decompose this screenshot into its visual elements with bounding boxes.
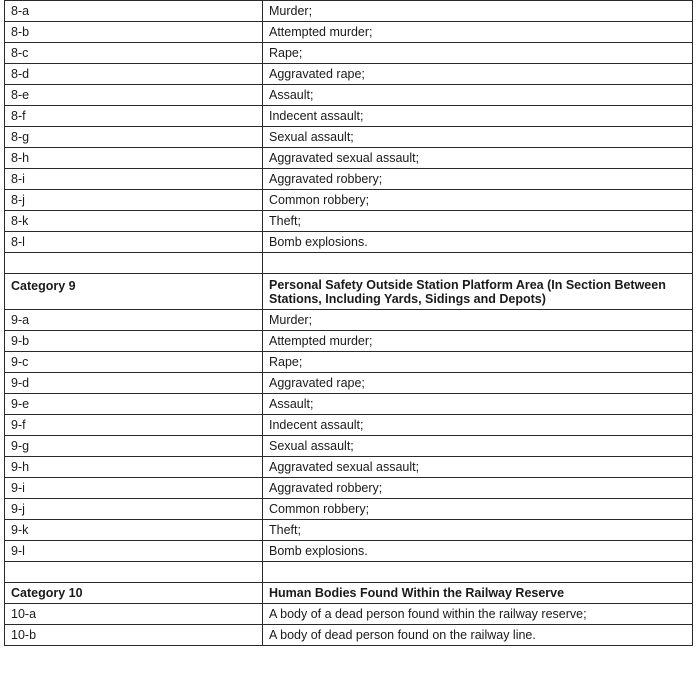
code-cell: 8-i: [5, 169, 263, 190]
category-header-row: [5, 274, 693, 310]
table-row: [5, 190, 693, 211]
empty-cell: [263, 562, 693, 583]
description-cell: Common robbery;: [263, 499, 693, 520]
table-row: [5, 604, 693, 625]
description-cell: Aggravated sexual assault;: [263, 148, 693, 169]
code-cell: 9-a: [5, 310, 263, 331]
code-cell: 8-b: [5, 22, 263, 43]
description-cell: A body of a dead person found within the railway reserve;: [263, 604, 693, 625]
description-cell: Aggravated sexual assault;: [263, 457, 693, 478]
table-row: [5, 1, 693, 22]
code-cell: 10-a: [5, 604, 263, 625]
code-cell: 9-g: [5, 436, 263, 457]
code-cell: 8-d: [5, 64, 263, 85]
description-cell: Rape;: [263, 43, 693, 64]
description-cell: Indecent assault;: [263, 106, 693, 127]
blank-row: [5, 253, 693, 274]
code-cell: 8-e: [5, 85, 263, 106]
description-cell: Indecent assault;: [263, 415, 693, 436]
code-cell: 8-k: [5, 211, 263, 232]
code-cell: 9-j: [5, 499, 263, 520]
table-row: [5, 331, 693, 352]
code-cell: 8-f: [5, 106, 263, 127]
code-cell: 8-j: [5, 190, 263, 211]
table-row: [5, 457, 693, 478]
description-cell: Assault;: [263, 394, 693, 415]
description-cell: Common robbery;: [263, 190, 693, 211]
code-cell: 10-b: [5, 625, 263, 646]
table-row: [5, 478, 693, 499]
empty-cell: [5, 253, 263, 274]
empty-cell: [263, 253, 693, 274]
code-cell: 9-b: [5, 331, 263, 352]
description-cell: Bomb explosions.: [263, 541, 693, 562]
description-cell: Rape;: [263, 352, 693, 373]
table-row: [5, 148, 693, 169]
table-row: [5, 373, 693, 394]
description-cell: Attempted murder;: [263, 22, 693, 43]
table-row: [5, 415, 693, 436]
table-row: [5, 169, 693, 190]
table-row: [5, 232, 693, 253]
table-row: [5, 22, 693, 43]
table-row: [5, 310, 693, 331]
table-row: [5, 436, 693, 457]
code-cell: 8-l: [5, 232, 263, 253]
description-cell: Assault;: [263, 85, 693, 106]
code-cell: 9-k: [5, 520, 263, 541]
table-row: [5, 625, 693, 646]
description-cell: Theft;: [263, 520, 693, 541]
code-cell: 9-f: [5, 415, 263, 436]
table-body: [5, 1, 693, 646]
code-cell: 9-c: [5, 352, 263, 373]
description-cell: Sexual assault;: [263, 436, 693, 457]
category-label: Category 9: [5, 274, 263, 310]
category-label: Category 10: [5, 583, 263, 604]
description-cell: Theft;: [263, 211, 693, 232]
category-header-row: [5, 583, 693, 604]
description-cell: Murder;: [263, 310, 693, 331]
code-cell: 9-d: [5, 373, 263, 394]
description-cell: Aggravated rape;: [263, 64, 693, 85]
table-row: [5, 64, 693, 85]
table-row: [5, 211, 693, 232]
blank-row: [5, 562, 693, 583]
table-row: [5, 85, 693, 106]
code-cell: 9-h: [5, 457, 263, 478]
code-cell: 8-c: [5, 43, 263, 64]
description-cell: Aggravated robbery;: [263, 169, 693, 190]
description-cell: Aggravated robbery;: [263, 478, 693, 499]
code-cell: 8-h: [5, 148, 263, 169]
code-cell: 8-g: [5, 127, 263, 148]
category-title: Personal Safety Outside Station Platform Area (In Section Between Stations, Including Yards, Sidings and Depots): [263, 274, 693, 310]
table-row: [5, 43, 693, 64]
incident-category-table: [4, 0, 693, 646]
category-title: Human Bodies Found Within the Railway Reserve: [263, 583, 693, 604]
description-cell: A body of dead person found on the railway line.: [263, 625, 693, 646]
empty-cell: [5, 562, 263, 583]
table-row: [5, 127, 693, 148]
description-cell: Sexual assault;: [263, 127, 693, 148]
description-cell: Aggravated rape;: [263, 373, 693, 394]
description-cell: Bomb explosions.: [263, 232, 693, 253]
table-row: [5, 499, 693, 520]
description-cell: Attempted murder;: [263, 331, 693, 352]
table-row: [5, 541, 693, 562]
code-cell: 8-a: [5, 1, 263, 22]
table-row: [5, 106, 693, 127]
table-row: [5, 394, 693, 415]
description-cell: Murder;: [263, 1, 693, 22]
code-cell: 9-i: [5, 478, 263, 499]
table-row: [5, 520, 693, 541]
table-row: [5, 352, 693, 373]
code-cell: 9-l: [5, 541, 263, 562]
code-cell: 9-e: [5, 394, 263, 415]
